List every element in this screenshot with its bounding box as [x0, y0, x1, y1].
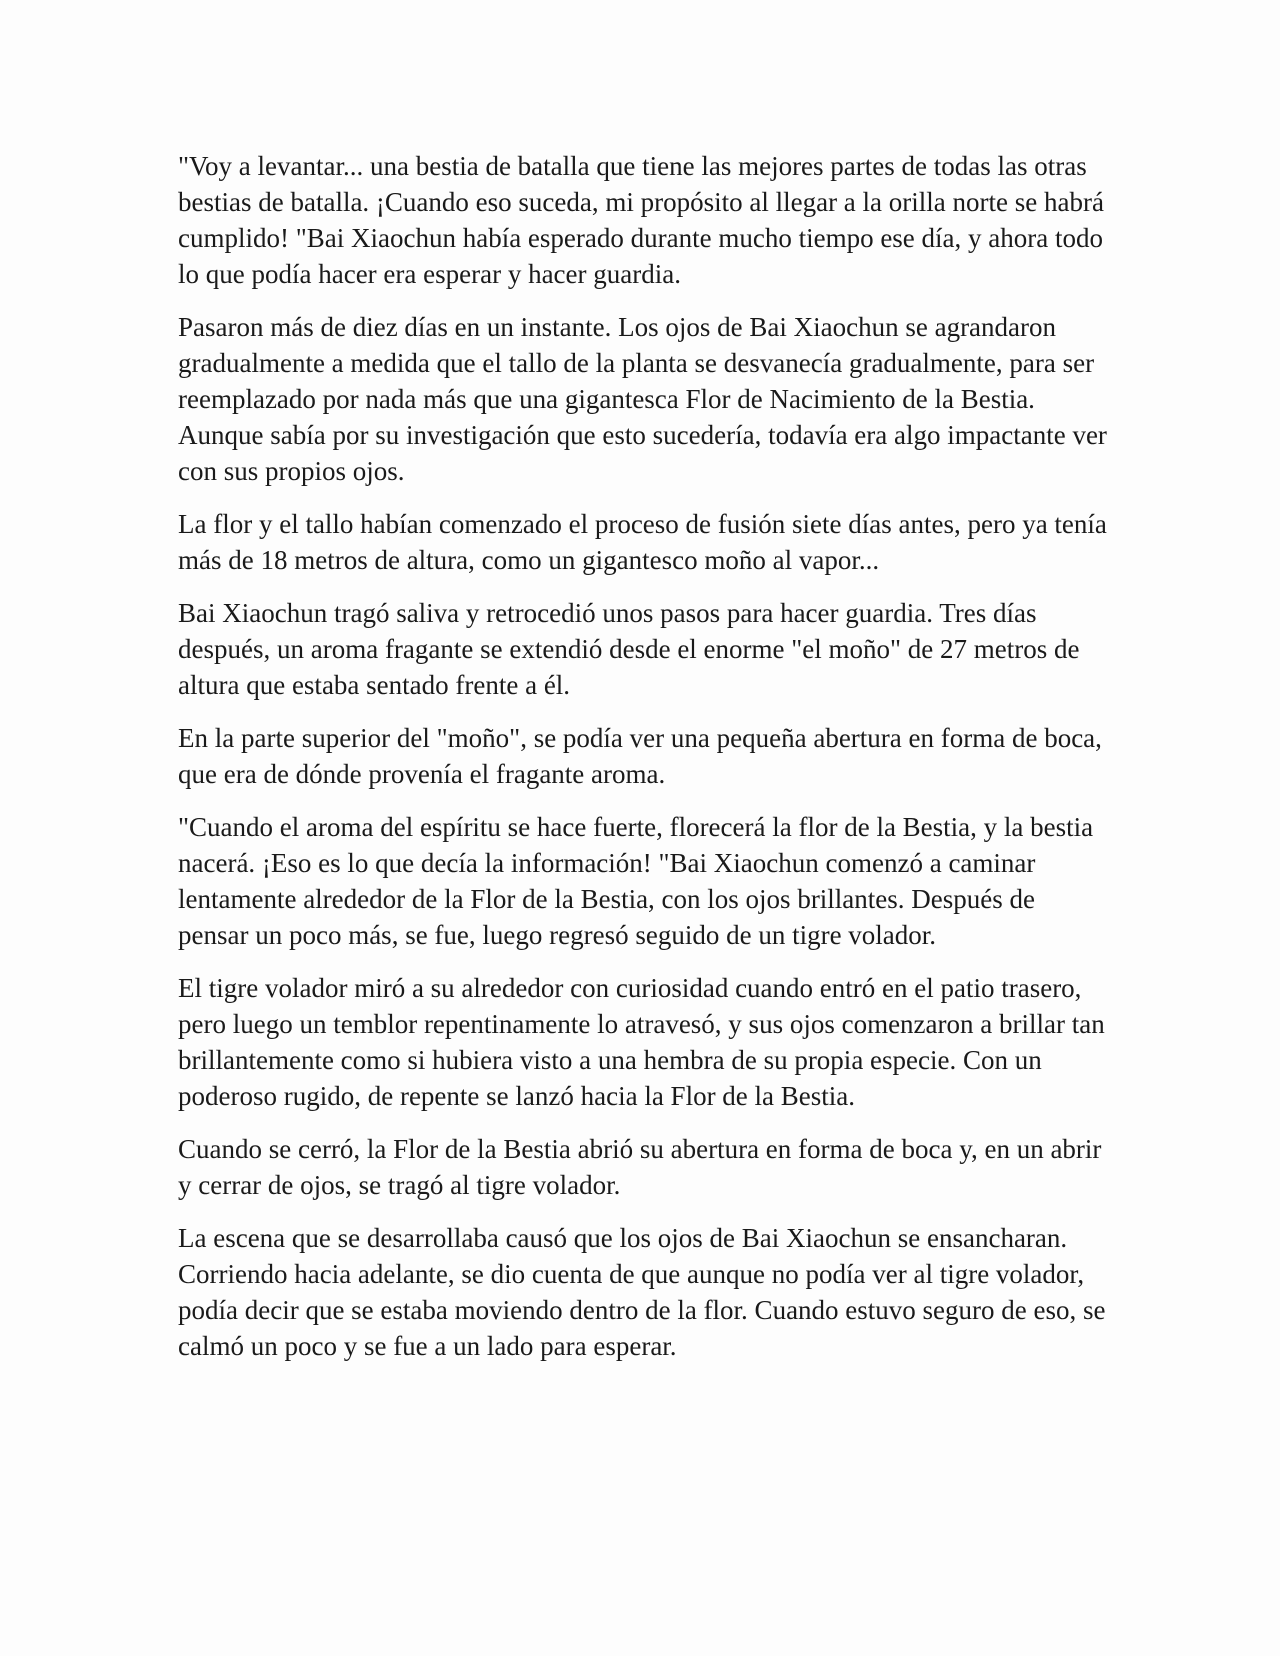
paragraph: Bai Xiaochun tragó saliva y retrocedió unos pasos para hacer guardia. Tres días después, un aroma fragante se extendió desde el enorme "el moño" de 27 metros de altura que estaba sentado frente a él.: [178, 598, 1080, 700]
paragraph: Cuando se cerró, la Flor de la Bestia abrió su abertura en forma de boca y, en un abrir y cerrar de ojos, se tragó al tigre volador.: [178, 1134, 1102, 1200]
paragraph: Pasaron más de diez días en un instante. Los ojos de Bai Xiaochun se agrandaron gradualmente a medida que el tallo de la planta se desvanecía gradualmente, para ser reemplazado por nada más que una gigantesca Flor de Nacimiento de la Bestia. Aunque sabía por su investigación que esto sucedería, todavía era algo impactante ver con sus propios ojos.: [178, 312, 1107, 486]
paragraph: "Voy a levantar... una bestia de batalla que tiene las mejores partes de todas las otras bestias de batalla. ¡Cuando eso suceda, mi propósito al llegar a la orilla norte se habrá cumplido! "Bai Xiaochun había esperado durante mucho tiempo ese día, y ahora todo lo que podía hacer era esperar y hacer guardia.: [178, 151, 1104, 289]
paragraph: En la parte superior del "moño", se podía ver una pequeña abertura en forma de boca, que era de dónde provenía el fragante aroma.: [178, 723, 1102, 789]
paragraph: La escena que se desarrollaba causó que los ojos de Bai Xiaochun se ensancharan. Corriendo hacia adelante, se dio cuenta de que aunque no podía ver al tigre volador, podía decir que se estaba moviendo dentro de la flor. Cuando estuvo seguro de eso, se calmó un poco y se fue a un lado para esperar.: [178, 1223, 1106, 1361]
paragraph: El tigre volador miró a su alrededor con curiosidad cuando entró en el patio trasero, pero luego un temblor repentinamente lo atravesó, y sus ojos comenzaron a brillar tan brillantemente como si hubiera visto a una hembra de su propia especie. Con un poderoso rugido, de repente se lanzó hacia la Flor de la Bestia.: [178, 973, 1105, 1111]
paragraph: "Cuando el aroma del espíritu se hace fuerte, florecerá la flor de la Bestia, y la bestia nacerá. ¡Eso es lo que decía la información! "Bai Xiaochun comenzó a caminar lentamente alrededor de la Flor de la Bestia, con los ojos brillantes. Después de pensar un poco más, se fue, luego regresó seguido de un tigre volador.: [178, 812, 1094, 950]
document-page: [178, 148, 1108, 1381]
paragraph: La flor y el tallo habían comenzado el proceso de fusión siete días antes, pero ya tenía más de 18 metros de altura, como un gigantesco moño al vapor...: [178, 509, 1107, 575]
